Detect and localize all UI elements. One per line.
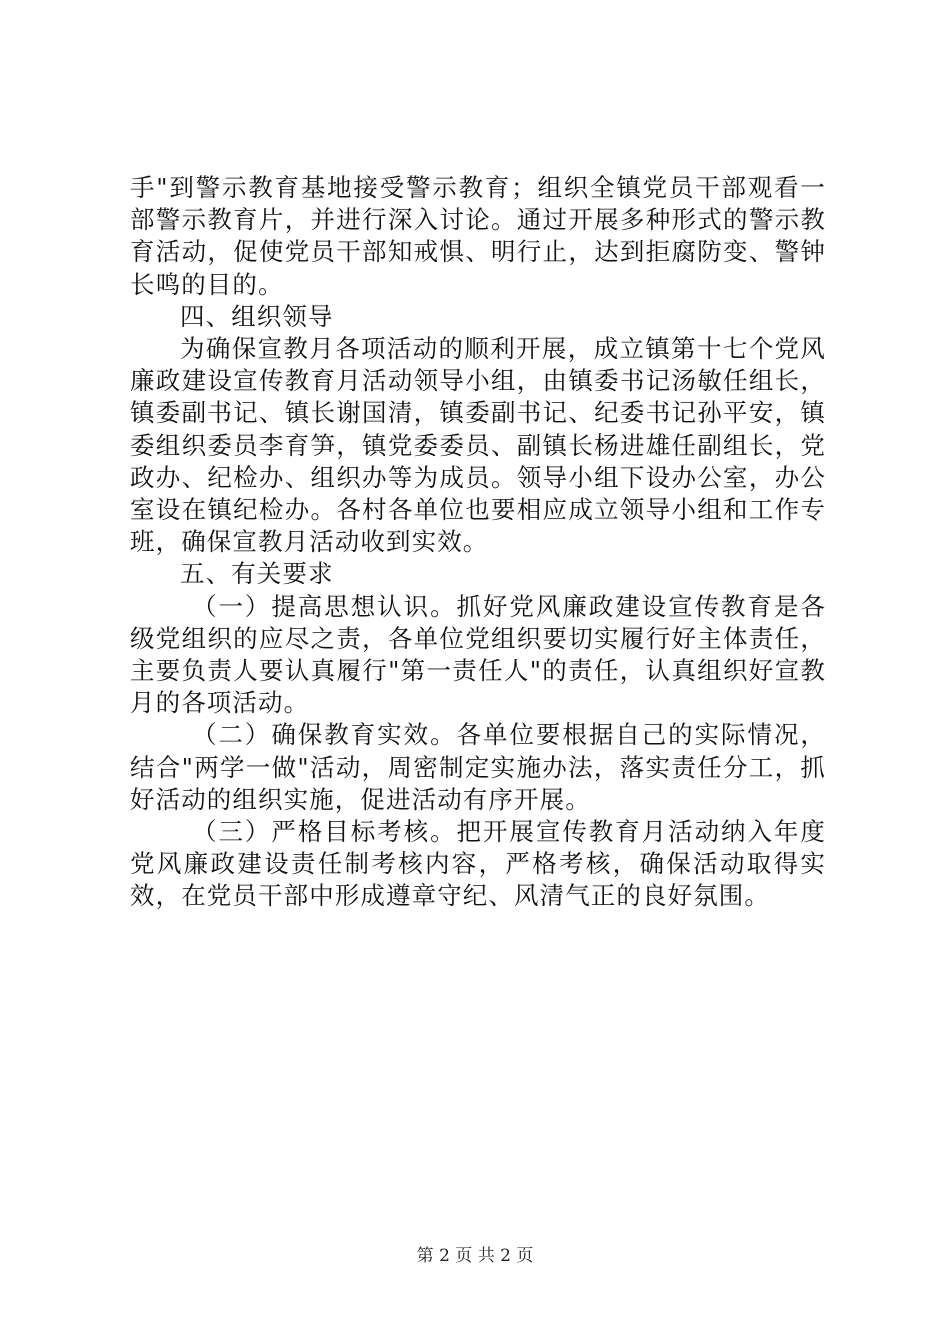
page-number-footer: 第 2 页 共 2 页 bbox=[416, 1246, 534, 1266]
section-heading-requirements: 五、有关要求 bbox=[180, 559, 334, 589]
requirement-item-2: （二）确保教育实效。各单位要根据自己的实际情况，结合"两学一做"活动，周密制定实施办法，落实责任分工，抓好活动的组织实施，促进活动有序开展。 bbox=[130, 720, 826, 814]
body-paragraph-warning-education: 手"到警示教育基地接受警示教育；组织全镇党员干部观看一部警示教育片，并进行深入讨论。通过开展多种形式的警示教育活动，促使党员干部知戒惧、明行止，达到拒腐防变、警钟长鸣的目的。 bbox=[130, 173, 826, 299]
body-paragraph-leadership-group: 为确保宣教月各项活动的顺利开展，成立镇第十七个党风廉政建设宣传教育月活动领导小组，由镇委书记汤敏任组长，镇委副书记、镇长谢国清，镇委副书记、纪委书记孙平安，镇委组织委员李育笋，镇党委委员、副镇长杨进雄任副组长，党政办、纪检办、组织办等为成员。领导小组下设办公室，办公室设在镇纪检办。各村各单位也要相应成立领导小组和工作专班，确保宣教月活动收到实效。 bbox=[130, 334, 826, 557]
requirement-item-1: （一）提高思想认识。抓好党风廉政建设宣传教育是各级党组织的应尽之责，各单位党组织要切实履行好主体责任，主要负责人要认真履行"第一责任人"的责任，认真组织好宣教月的各项活动。 bbox=[130, 591, 826, 718]
document-body bbox=[130, 172, 826, 913]
requirement-item-3: （三）严格目标考核。把开展宣传教育月活动纳入年度党风廉政建设责任制考核内容，严格考核，确保活动取得实效，在党员干部中形成遵章守纪、风清气正的良好氛围。 bbox=[130, 817, 826, 911]
section-heading-organization-leadership: 四、组织领导 bbox=[180, 301, 334, 331]
